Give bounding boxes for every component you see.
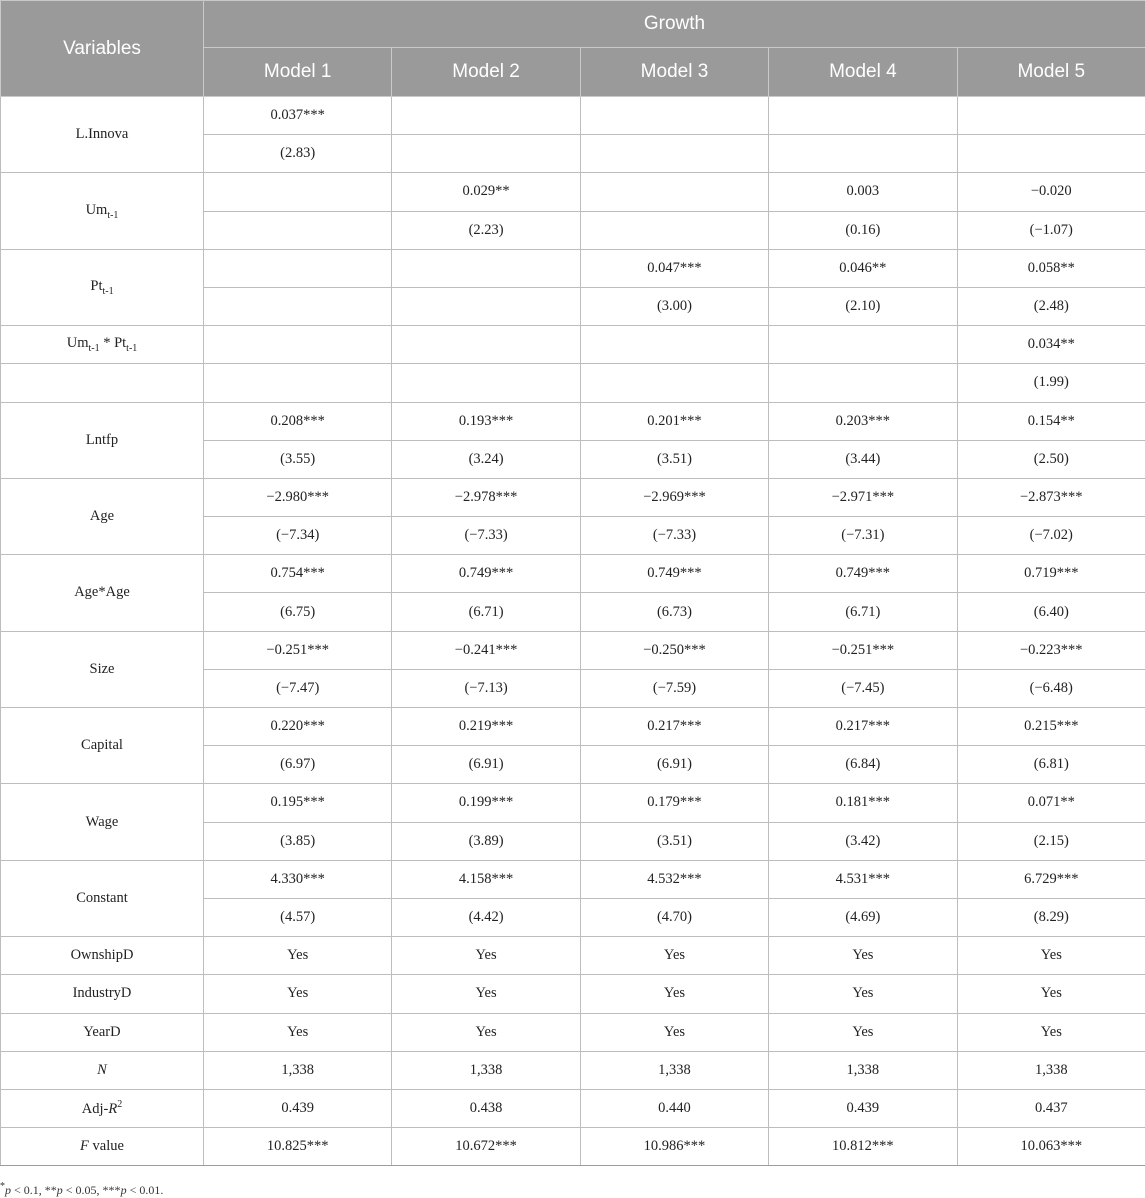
t-cell: (2.10)	[769, 287, 957, 325]
t-cell	[580, 211, 768, 249]
value-cell: 1,338	[204, 1051, 392, 1089]
t-cell: (−7.47)	[204, 669, 392, 707]
value-cell: Yes	[392, 937, 580, 975]
coef-cell	[392, 326, 580, 364]
t-cell: (4.42)	[392, 898, 580, 936]
t-cell: (2.48)	[957, 287, 1145, 325]
t-cell: (−7.02)	[957, 517, 1145, 555]
t-cell: (3.00)	[580, 287, 768, 325]
t-cell: (−7.13)	[392, 669, 580, 707]
row-label: Wage	[1, 784, 204, 860]
coef-cell: 4.531***	[769, 860, 957, 898]
coef-cell	[957, 97, 1145, 135]
t-cell: (6.97)	[204, 746, 392, 784]
t-cell: (6.81)	[957, 746, 1145, 784]
coef-cell: 0.749***	[580, 555, 768, 593]
coef-cell: 4.532***	[580, 860, 768, 898]
value-cell: Yes	[769, 975, 957, 1013]
value-cell: 10.986***	[580, 1128, 768, 1166]
coef-cell: 0.003	[769, 173, 957, 211]
value-cell: 0.438	[392, 1089, 580, 1127]
coef-cell: 0.193***	[392, 402, 580, 440]
coef-cell: 0.046**	[769, 249, 957, 287]
coef-cell: 0.217***	[580, 708, 768, 746]
t-cell	[204, 287, 392, 325]
row-label: IndustryD	[1, 975, 204, 1013]
t-cell	[580, 364, 768, 402]
coef-cell	[204, 326, 392, 364]
coef-cell	[392, 97, 580, 135]
coef-cell: 0.029**	[392, 173, 580, 211]
value-cell: 0.437	[957, 1089, 1145, 1127]
value-cell: Yes	[580, 975, 768, 1013]
t-cell: (3.51)	[580, 822, 768, 860]
t-cell: (−7.31)	[769, 517, 957, 555]
row-label: Capital	[1, 708, 204, 784]
coef-cell: 0.195***	[204, 784, 392, 822]
coef-cell: 0.047***	[580, 249, 768, 287]
row-label: $Um_{t-1} * Pt_{t-1}$	[1, 326, 204, 364]
row-label-empty	[1, 364, 204, 402]
coef-cell: 0.201***	[580, 402, 768, 440]
value-cell: 0.440	[580, 1089, 768, 1127]
t-cell: (6.75)	[204, 593, 392, 631]
table-row	[1, 249, 1145, 287]
t-cell: (4.69)	[769, 898, 957, 936]
value-cell: Yes	[957, 975, 1145, 1013]
t-cell	[392, 135, 580, 173]
coef-cell: −2.978***	[392, 478, 580, 516]
t-cell: (3.51)	[580, 440, 768, 478]
coef-cell: 0.179***	[580, 784, 768, 822]
coef-cell: 0.034**	[957, 326, 1145, 364]
t-cell	[204, 364, 392, 402]
coef-cell: 0.217***	[769, 708, 957, 746]
table-row	[1, 860, 1145, 898]
t-cell: (6.84)	[769, 746, 957, 784]
table-row	[1, 326, 1145, 364]
t-cell: (6.73)	[580, 593, 768, 631]
t-cell: (2.15)	[957, 822, 1145, 860]
coef-cell	[392, 249, 580, 287]
t-cell: (−1.07)	[957, 211, 1145, 249]
row-label: Lntfp	[1, 402, 204, 478]
row-label: Age*Age	[1, 555, 204, 631]
coef-cell	[580, 173, 768, 211]
t-cell: (4.57)	[204, 898, 392, 936]
value-cell: 0.439	[204, 1089, 392, 1127]
table-row	[1, 631, 1145, 669]
value-cell: 1,338	[957, 1051, 1145, 1089]
value-cell: Yes	[769, 937, 957, 975]
coef-cell: 0.215***	[957, 708, 1145, 746]
coef-cell: 0.719***	[957, 555, 1145, 593]
value-cell: Yes	[392, 1013, 580, 1051]
coef-cell	[580, 97, 768, 135]
value-cell: Yes	[204, 1013, 392, 1051]
table-row	[1, 1128, 1145, 1166]
table-row	[1, 937, 1145, 975]
value-cell: 1,338	[580, 1051, 768, 1089]
row-label: Adj-$R^2$	[1, 1089, 204, 1127]
value-cell: 10.825***	[204, 1128, 392, 1166]
value-cell: Yes	[204, 937, 392, 975]
value-cell: 10.812***	[769, 1128, 957, 1166]
row-label: Size	[1, 631, 204, 707]
coef-cell	[769, 97, 957, 135]
t-cell: (6.71)	[769, 593, 957, 631]
value-cell: 1,338	[769, 1051, 957, 1089]
coef-cell: 4.158***	[392, 860, 580, 898]
coef-cell: −0.223***	[957, 631, 1145, 669]
row-label: $Um_{t-1}$	[1, 173, 204, 249]
t-cell: (4.70)	[580, 898, 768, 936]
t-cell: (3.42)	[769, 822, 957, 860]
value-cell: 10.063***	[957, 1128, 1145, 1166]
coef-cell: 0.058**	[957, 249, 1145, 287]
t-cell	[392, 364, 580, 402]
coef-cell: 0.199***	[392, 784, 580, 822]
value-cell: 1,338	[392, 1051, 580, 1089]
header-model-5: Model 5	[957, 48, 1145, 97]
value-cell: 10.672***	[392, 1128, 580, 1166]
coef-cell: −2.980***	[204, 478, 392, 516]
coef-cell: −0.241***	[392, 631, 580, 669]
t-cell	[204, 211, 392, 249]
t-cell	[957, 135, 1145, 173]
t-cell: (−7.34)	[204, 517, 392, 555]
value-cell: Yes	[392, 975, 580, 1013]
significance-note: *p < 0.1, **p < 0.05, ***p < 0.01.	[0, 1181, 164, 1197]
t-cell: (3.44)	[769, 440, 957, 478]
coef-cell: 0.220***	[204, 708, 392, 746]
t-cell: (3.85)	[204, 822, 392, 860]
header-model-3: Model 3	[580, 48, 768, 97]
value-cell: 0.439	[769, 1089, 957, 1127]
row-label: $Pt_{t-1}$	[1, 249, 204, 325]
t-cell: (3.89)	[392, 822, 580, 860]
coef-cell: 6.729***	[957, 860, 1145, 898]
t-cell: (−7.59)	[580, 669, 768, 707]
coef-cell: 0.203***	[769, 402, 957, 440]
coef-cell: 0.219***	[392, 708, 580, 746]
value-cell: Yes	[580, 937, 768, 975]
coef-cell	[580, 326, 768, 364]
table-row	[1, 1051, 1145, 1089]
t-cell: (8.29)	[957, 898, 1145, 936]
coef-cell: −2.873***	[957, 478, 1145, 516]
t-cell: (6.91)	[580, 746, 768, 784]
t-cell: (1.99)	[957, 364, 1145, 402]
coef-cell: 4.330***	[204, 860, 392, 898]
t-cell: (2.23)	[392, 211, 580, 249]
table-row	[1, 478, 1145, 516]
row-label: Constant	[1, 860, 204, 936]
coef-cell: 0.208***	[204, 402, 392, 440]
row-label: Age	[1, 478, 204, 554]
coef-cell: −2.971***	[769, 478, 957, 516]
t-cell: (−7.45)	[769, 669, 957, 707]
table-row	[1, 1013, 1145, 1051]
t-cell	[580, 135, 768, 173]
t-cell: (0.16)	[769, 211, 957, 249]
t-cell: (3.24)	[392, 440, 580, 478]
t-cell: (−7.33)	[580, 517, 768, 555]
t-cell: (−7.33)	[392, 517, 580, 555]
coef-cell: −0.251***	[204, 631, 392, 669]
table-row	[1, 708, 1145, 746]
coef-cell: 0.181***	[769, 784, 957, 822]
value-cell: Yes	[957, 1013, 1145, 1051]
coef-cell	[204, 249, 392, 287]
t-cell: (2.83)	[204, 135, 392, 173]
value-cell: Yes	[204, 975, 392, 1013]
t-cell: (6.71)	[392, 593, 580, 631]
header-model-1: Model 1	[204, 48, 392, 97]
t-cell: (3.55)	[204, 440, 392, 478]
t-cell: (2.50)	[957, 440, 1145, 478]
coef-cell: −0.251***	[769, 631, 957, 669]
header-variables: Variables	[1, 1, 204, 97]
row-label: L.Innova	[1, 97, 204, 173]
coef-cell: −0.250***	[580, 631, 768, 669]
coef-cell: 0.037***	[204, 97, 392, 135]
table-row	[1, 1089, 1145, 1127]
row-label: OwnshipD	[1, 937, 204, 975]
table-row	[1, 975, 1145, 1013]
header-growth: Growth	[204, 1, 1145, 48]
coef-cell: 0.749***	[769, 555, 957, 593]
table-row	[1, 364, 1145, 402]
t-cell: (6.91)	[392, 746, 580, 784]
header-model-2: Model 2	[392, 48, 580, 97]
row-label: F value	[1, 1128, 204, 1166]
t-cell	[769, 135, 957, 173]
coef-cell: 0.754***	[204, 555, 392, 593]
value-cell: Yes	[957, 937, 1145, 975]
coef-cell: 0.154**	[957, 402, 1145, 440]
table-row	[1, 784, 1145, 822]
coef-cell: −2.969***	[580, 478, 768, 516]
table-row	[1, 97, 1145, 135]
t-cell: (−6.48)	[957, 669, 1145, 707]
coef-cell	[769, 326, 957, 364]
t-cell	[769, 364, 957, 402]
value-cell: Yes	[769, 1013, 957, 1051]
table-row	[1, 402, 1145, 440]
coef-cell	[204, 173, 392, 211]
coef-cell: 0.749***	[392, 555, 580, 593]
coef-cell: 0.071**	[957, 784, 1145, 822]
t-cell	[392, 287, 580, 325]
t-cell: (6.40)	[957, 593, 1145, 631]
table-row	[1, 555, 1145, 593]
header-model-4: Model 4	[769, 48, 957, 97]
row-label: YearD	[1, 1013, 204, 1051]
coef-cell: −0.020	[957, 173, 1145, 211]
value-cell: Yes	[580, 1013, 768, 1051]
row-label: N	[1, 1051, 204, 1089]
table-row	[1, 173, 1145, 211]
